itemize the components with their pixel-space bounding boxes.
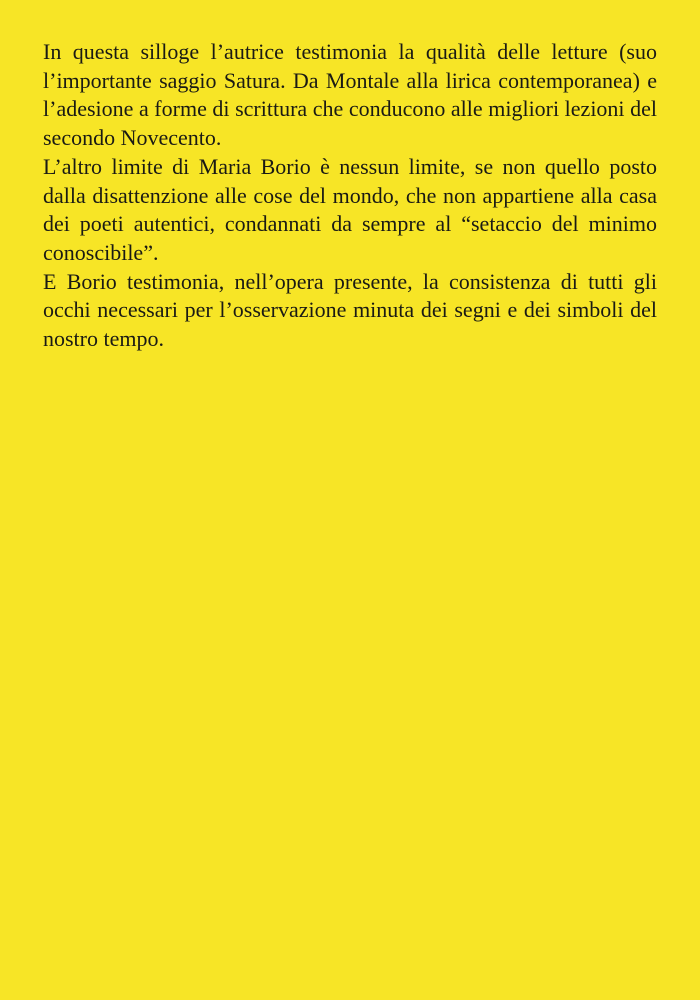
blurb-paragraph: E Borio testimonia, nell’opera presente, la consistenza di tutti gli occhi necessari per l’osservazione minuta dei segni e dei simboli del nostro tempo. [43, 268, 657, 352]
blurb-paragraph: L’altro limite di Maria Borio è nessun limite, se non quello posto dalla disattenzione alle cose del mondo, che non appartiene alla casa dei poeti autentici, condannati da sempre al “setaccio del minimo conoscibile”. [43, 153, 657, 265]
back-cover-blurb [43, 38, 657, 354]
blurb-paragraph: In questa silloge l’autrice testimonia la qualità delle letture (suo l’importante saggio Satura. Da Montale alla lirica contemporanea) e l’adesione a forme di scrittura che conducono alle migliori lezioni del secondo Novecento. [43, 39, 657, 151]
